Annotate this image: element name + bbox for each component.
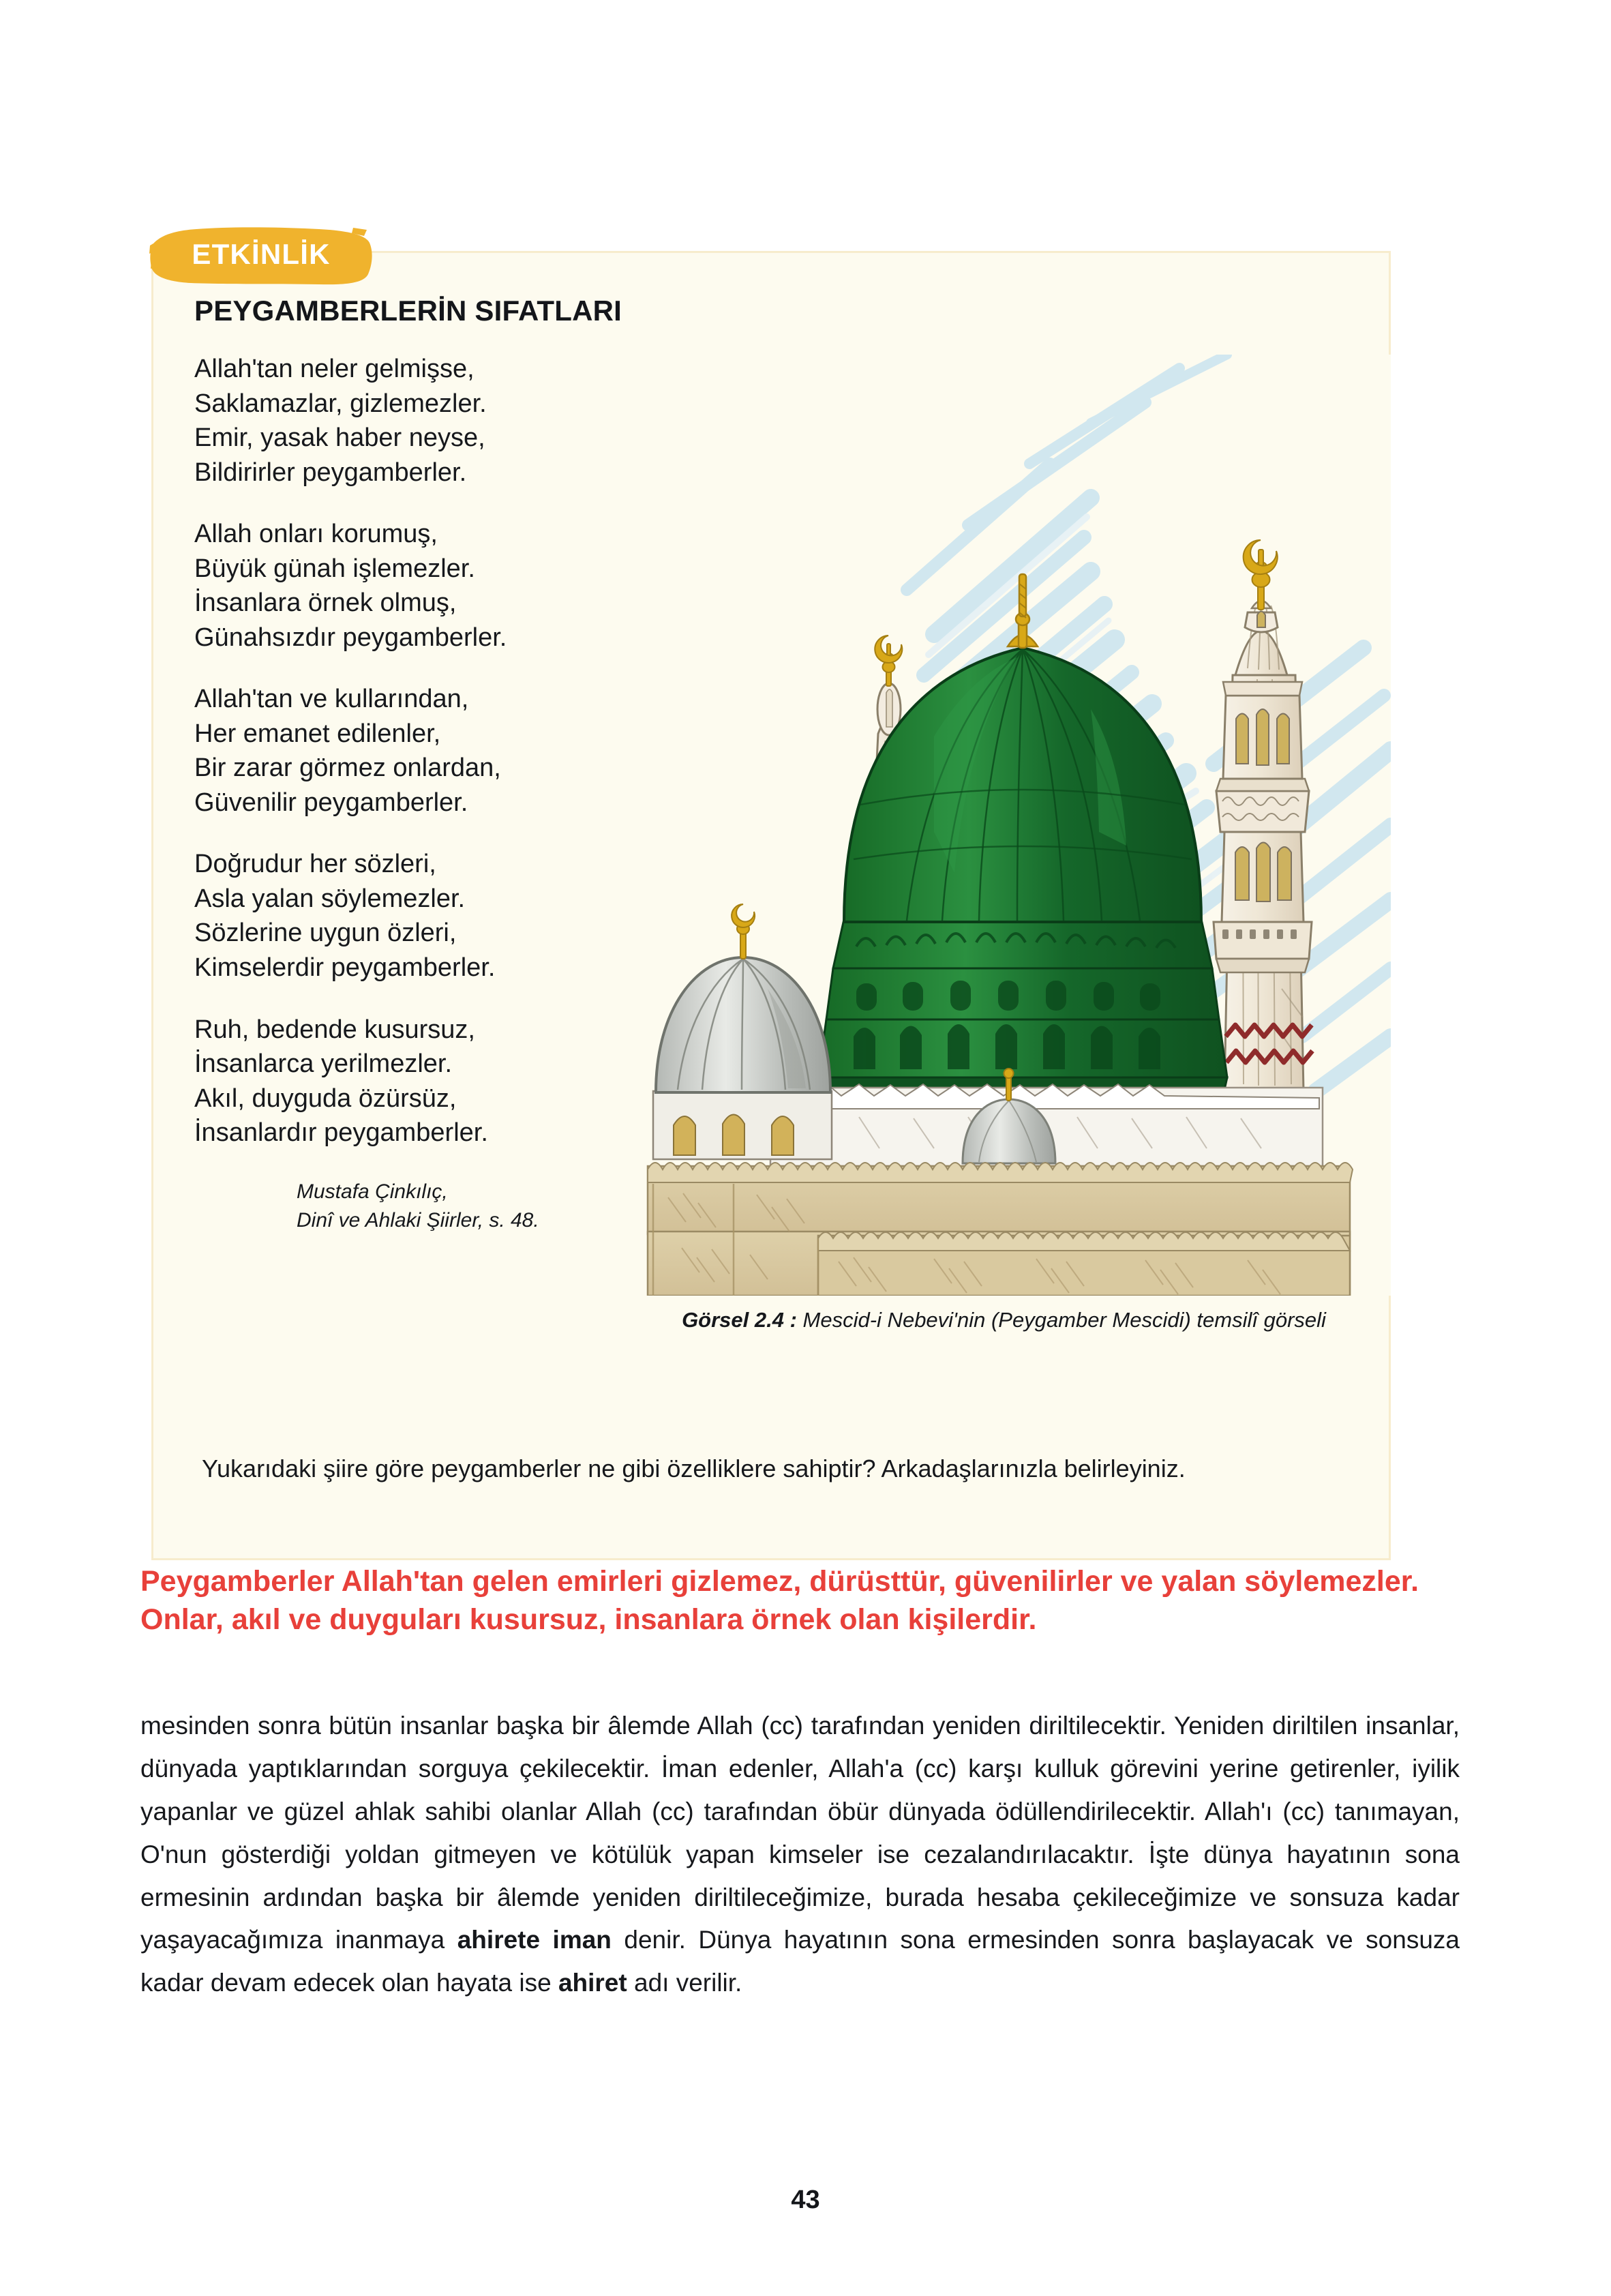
poem-stanza [194, 682, 631, 820]
poem-line: Allah'tan neler gelmişse, [194, 355, 475, 383]
poem-source-work: Dinî ve Ahlaki Şiirler, s. 48. [297, 1209, 539, 1232]
poem-line: Güvenilir peygamberler. [194, 788, 468, 817]
poem-line: İnsanlara örnek olmuş, [194, 588, 457, 618]
poem-line: Bildirirler peygamberler. [194, 458, 467, 487]
figure-image [614, 355, 1391, 1296]
poem-source-author: Mustafa Çinkılıç, [297, 1180, 448, 1203]
body-term-ahiret: ahiret [558, 1969, 627, 1997]
figure-caption-text: Mescid-i Nebevi'nin (Peygamber Mescidi) temsilî görseli [802, 1308, 1326, 1332]
poem-stanza [194, 1013, 631, 1150]
student-answer-text: Peygamberler Allah'tan gelen emirleri gizlemez, dürüsttür, güvenilirler ve yalan söylemezler. Onlar, akıl ve duyguları kusursuz, insanlara örnek olan kişilerdir. [140, 1565, 1419, 1636]
body-text-part3: adı verilir. [627, 1969, 742, 1997]
poem-line: Saklamazlar, gizlemezler. [194, 389, 487, 418]
figure-caption-label: Görsel 2.4 : [682, 1308, 797, 1332]
etkinlik-badge-label: ETKİNLİK [192, 238, 331, 270]
poem-title: PEYGAMBERLERİN SIFATLARI [194, 295, 622, 327]
poem-line: Doğrudur her sözleri, [194, 850, 436, 879]
page-number: 43 [791, 2186, 820, 2214]
body-text-part2: denir. Dünya hayatının sona ermesinden sonra başlayacak ve sonsuza kadar devam edecek olan hayata ise [140, 1926, 1460, 1997]
poem-line: Asla yalan söylemezler. [194, 884, 466, 913]
poem-line: Büyük günah işlemezler. [194, 554, 475, 583]
activity-question: Yukarıdaki şiire göre peygamberler ne gibi özelliklere sahiptir? Arkadaşlarınızla belirleyiniz. [202, 1455, 1186, 1482]
poem-column [194, 295, 631, 1236]
poem-stanza [194, 517, 631, 655]
poem-line: Günahsızdır peygamberler. [194, 623, 507, 652]
poem-line: Kimselerdir peygamberler. [194, 953, 496, 982]
poem-line: Allah'tan ve kullarından, [194, 685, 469, 714]
poem-line: Sözlerine uygun özleri, [194, 919, 457, 948]
poem-line: Ruh, bedende kusursuz, [194, 1015, 475, 1044]
body-paragraph [140, 1705, 1460, 2005]
poem-line: Bir zarar görmez onlardan, [194, 754, 501, 783]
poem-line: İnsanlarca yerilmezler. [194, 1049, 453, 1079]
poem-line: Her emanet edilenler, [194, 719, 441, 748]
poem-line: İnsanlardır peygamberler. [194, 1118, 488, 1148]
poem-line: Allah onları korumuş, [194, 520, 438, 549]
poem-stanza [194, 847, 631, 985]
body-text-part1: mesinden sonra bütün insanlar başka bir âlemde Allah (cc) tarafından yeniden diriltilecektir. Yeniden diriltilen insanlar, dünyada yaptıklarından sorguya çekilecektir. İman edenler, Allah'a (cc) karşı kulluk görevini yerine getirenler, iyilik yapanlar ve güzel ahlak sahibi olanlar Allah (cc) tarafından öbür dünyada ödüllendirilecektir. Allah'ı (cc) tanımayan, O'nun gösterdiği yoldan gitmeyen ve kötülük yapan kimseler ise cezalandırılacaktır. İşte dünya hayatının sona ermesinin ardından başka bir âlemde yeniden diriltileceğimize, burada hesaba çekileceğimize ve sonsuza kadar yaşayacağımıza inanmaya [140, 1712, 1460, 1954]
poem-stanza [194, 352, 631, 490]
body-term-ahirete-iman: ahirete iman [457, 1926, 612, 1954]
poem-line: Akıl, duyguda özürsüz, [194, 1084, 457, 1113]
etkinlik-badge [149, 225, 374, 286]
mosque-illustration-icon [614, 355, 1391, 1296]
figure-caption [617, 1306, 1391, 1335]
poem-line: Emir, yasak haber neyse, [194, 423, 485, 453]
poem-source [194, 1178, 631, 1236]
